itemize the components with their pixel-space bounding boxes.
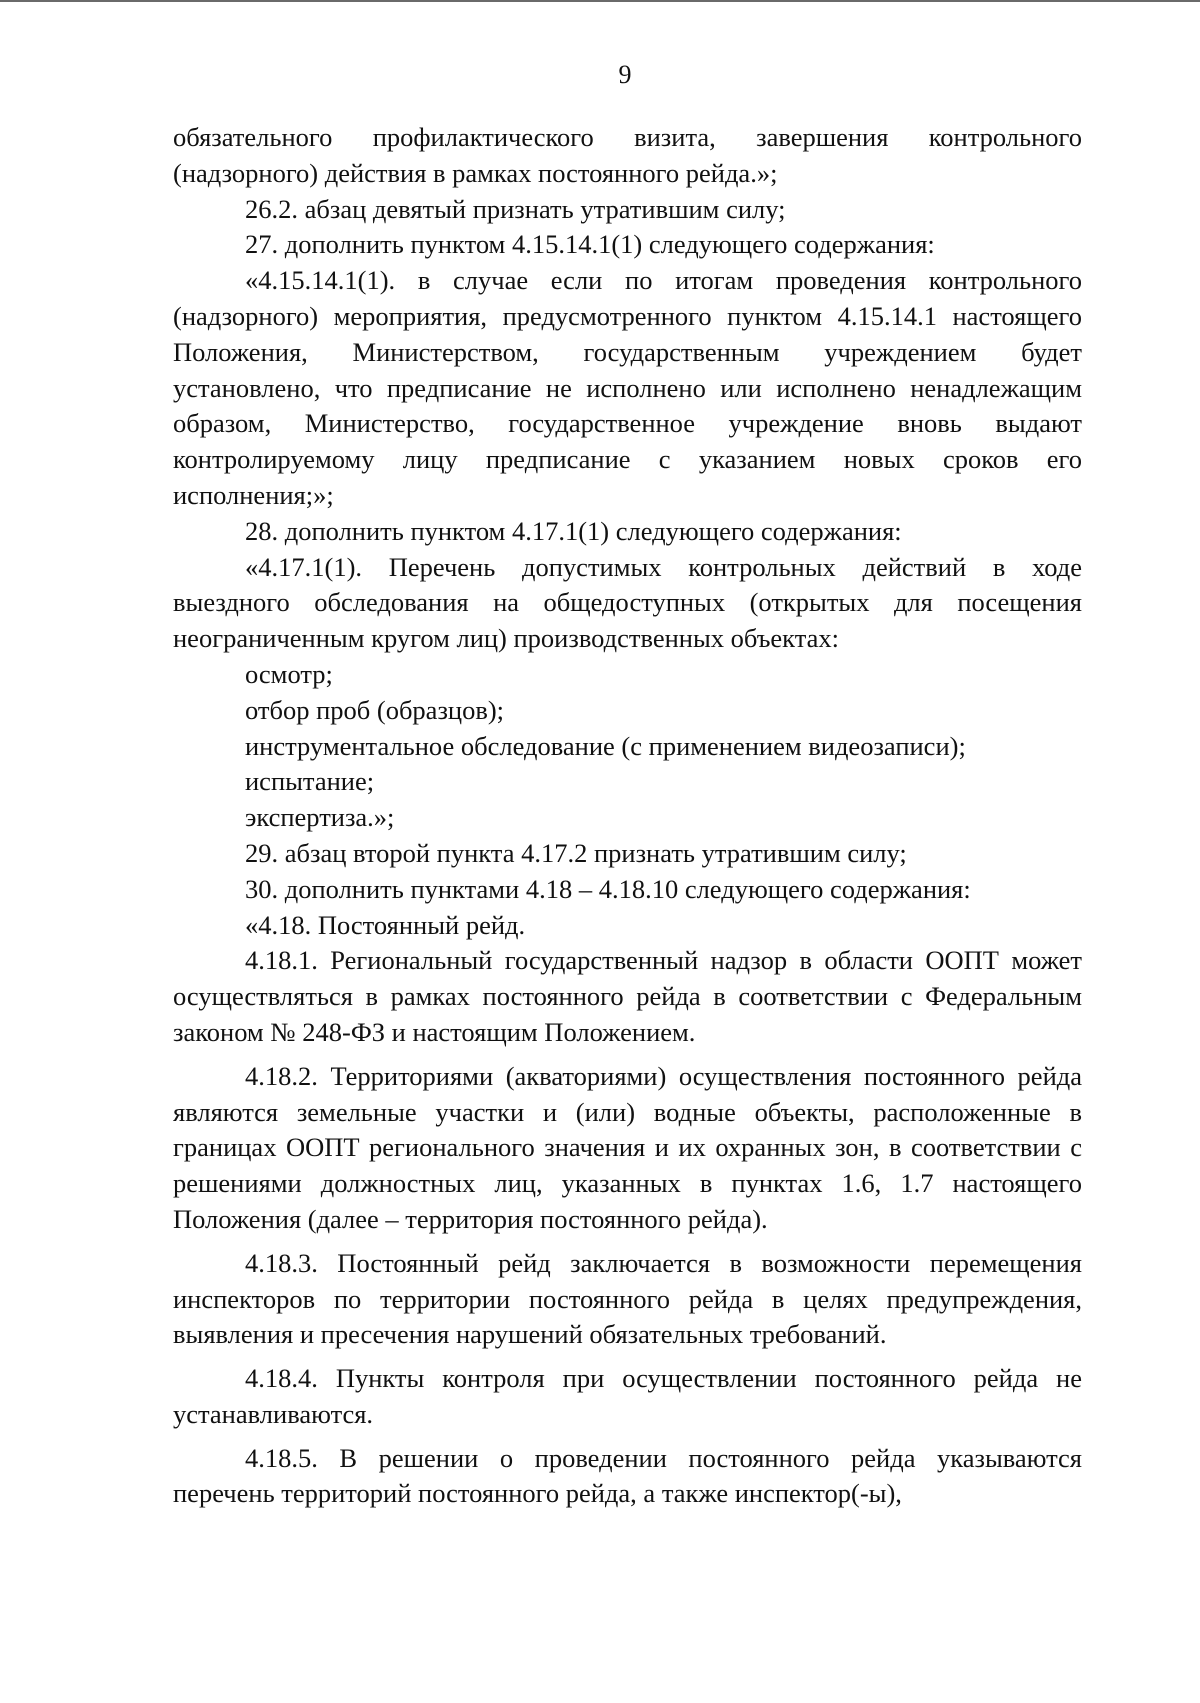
- document-body: [173, 120, 1082, 1512]
- paragraph-4-18-4: 4.18.4. Пункты контроля при осуществлении постоянного рейда не устанавливаются.: [173, 1363, 1082, 1429]
- paragraph-28: 28. дополнить пунктом 4.17.1(1) следующего содержания:: [245, 515, 902, 546]
- paragraph-29: 29. абзац второй пункта 4.17.2 признать утратившим силу;: [245, 837, 907, 868]
- paragraph-26-2: 26.2. абзац девятый признать утратившим силу;: [245, 193, 786, 224]
- paragraph-27: 27. дополнить пунктом 4.15.14.1(1) следующего содержания:: [245, 229, 935, 260]
- paragraph-4-18-5: 4.18.5. В решении о проведении постоянного рейда указываются перечень территорий постоянного рейда, а также инспектор(-ы),: [173, 1442, 1082, 1509]
- paragraph-4-17-1-1: «4.17.1(1). Перечень допустимых контрольных действий в ходе выездного обследования на общедоступных (открытых для посещения неограниченным кругом лиц) производственных объектах:: [173, 551, 1082, 654]
- list-item-testing: испытание;: [245, 766, 375, 797]
- list-item-instrumental-survey: инструментальное обследование (с применением видеозаписи);: [245, 730, 966, 761]
- top-border-line: [0, 0, 1200, 2]
- page-number: 9: [618, 60, 632, 89]
- paragraph-4-18: «4.18. Постоянный рейд.: [245, 909, 526, 940]
- paragraph-30: 30. дополнить пунктами 4.18 – 4.18.10 следующего содержания:: [245, 873, 971, 904]
- paragraph-4-18-2: 4.18.2. Территориями (акваториями) осуществления постоянного рейда являются земельные участки и (или) водные объекты, расположенные в границах ООПТ регионального значения и их охранных зон, в соответствии с решениями должностных лиц, указанных в пунктах 1.6, 1.7 настоящего Положения (далее – территория постоянного рейда).: [173, 1060, 1082, 1234]
- list-item-sampling: отбор проб (образцов);: [245, 694, 505, 725]
- list-item-inspection: осмотр;: [245, 658, 333, 689]
- paragraph-4-18-1: 4.18.1. Региональный государственный надзор в области ООПТ может осуществляться в рамках постоянного рейда в соответствии с Федеральным законом № 248-ФЗ и настоящим Положением.: [173, 945, 1082, 1047]
- paragraph-4-15-14-1-1: «4.15.14.1(1). в случае если по итогам проведения контрольного (надзорного) мероприятия, предусмотренного пунктом 4.15.14.1 настоящего Положения, Министерством, государственным учреждением будет установлено, что предписание не исполнено или исполнено ненадлежащим образом, Министерство, государственное учреждение вновь выдают контролируемому лицу предписание с указанием новых сроков его исполнения;»;: [173, 265, 1082, 510]
- paragraph-4-18-3: 4.18.3. Постоянный рейд заключается в возможности перемещения инспекторов по территории постоянного рейда в целях предупреждения, выявления и пресечения нарушений обязательных требований.: [173, 1247, 1082, 1350]
- list-item-expertise: экспертиза.»;: [245, 802, 395, 833]
- paragraph-continuation: обязательного профилактического визита, завершения контрольного (надзорного) действия в рамках постоянного рейда.»;: [173, 122, 1082, 188]
